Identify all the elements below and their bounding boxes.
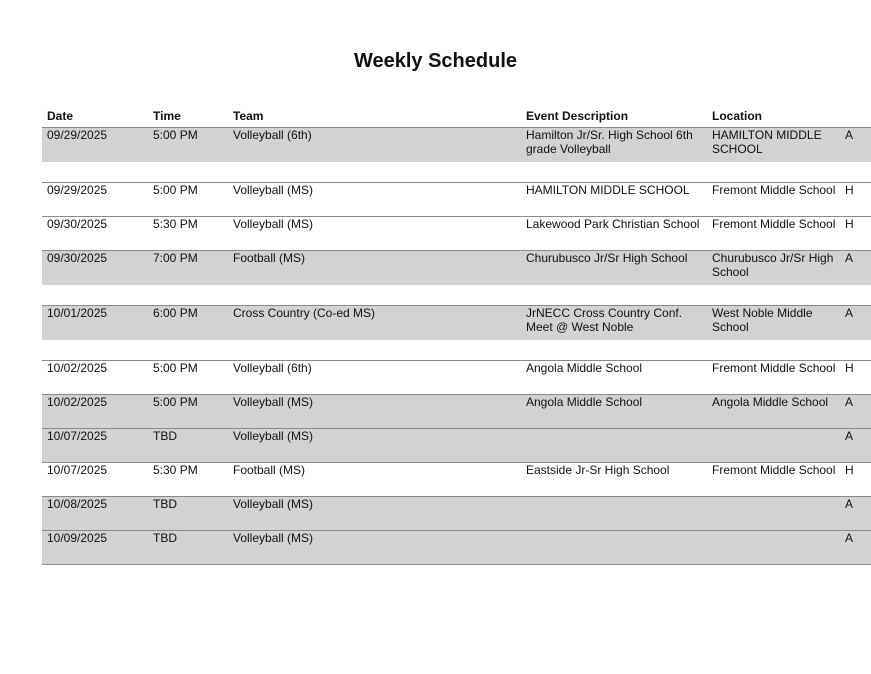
event-description-cell: JrNECC Cross Country Conf. Meet @ West Noble — [521, 306, 707, 361]
home-away-cell: H — [840, 463, 871, 497]
home-away-cell: H — [840, 183, 871, 217]
home-away-cell: A — [840, 251, 871, 306]
team-cell: Volleyball (MS) — [228, 395, 521, 429]
table-row — [42, 531, 871, 565]
table-row — [42, 217, 871, 251]
location-cell — [707, 497, 840, 531]
team-cell: Volleyball (MS) — [228, 183, 521, 217]
event-description-cell: Eastside Jr-Sr High School — [521, 463, 707, 497]
date-cell: 10/09/2025 — [42, 531, 148, 565]
location-cell: West Noble Middle School — [707, 306, 840, 361]
team-cell: Volleyball (MS) — [228, 429, 521, 463]
time-cell: 7:00 PM — [148, 251, 228, 306]
team-cell: Volleyball (MS) — [228, 217, 521, 251]
location-cell: Fremont Middle School — [707, 463, 840, 497]
event-description-cell: Angola Middle School — [521, 361, 707, 395]
event-description-cell — [521, 531, 707, 565]
table-row — [42, 497, 871, 531]
home-away-cell: A — [840, 128, 871, 183]
team-cell: Volleyball (6th) — [228, 128, 521, 183]
time-cell: TBD — [148, 429, 228, 463]
team-cell: Volleyball (MS) — [228, 497, 521, 531]
column-header-time: Time — [148, 107, 228, 128]
date-cell: 10/01/2025 — [42, 306, 148, 361]
date-cell: 10/08/2025 — [42, 497, 148, 531]
time-cell: 6:00 PM — [148, 306, 228, 361]
time-cell: TBD — [148, 531, 228, 565]
event-description-cell: Angola Middle School — [521, 395, 707, 429]
date-cell: 09/29/2025 — [42, 183, 148, 217]
event-description-cell — [521, 497, 707, 531]
date-cell: 10/02/2025 — [42, 361, 148, 395]
date-cell: 10/07/2025 — [42, 463, 148, 497]
home-away-cell: H — [840, 361, 871, 395]
event-description-cell — [521, 429, 707, 463]
table-row — [42, 429, 871, 463]
event-description-cell: Churubusco Jr/Sr High School — [521, 251, 707, 306]
home-away-cell: H — [840, 217, 871, 251]
home-away-cell: A — [840, 306, 871, 361]
date-cell: 09/30/2025 — [42, 251, 148, 306]
table-row — [42, 306, 871, 361]
header-row — [42, 107, 871, 128]
time-cell: 5:00 PM — [148, 128, 228, 183]
table-row — [42, 128, 871, 183]
table-row — [42, 251, 871, 306]
column-header-date: Date — [42, 107, 148, 128]
home-away-cell: A — [840, 395, 871, 429]
home-away-cell: A — [840, 429, 871, 463]
location-cell — [707, 429, 840, 463]
location-cell — [707, 531, 840, 565]
team-cell: Football (MS) — [228, 251, 521, 306]
column-header-team: Team — [228, 107, 521, 128]
team-cell: Football (MS) — [228, 463, 521, 497]
event-description-cell: Lakewood Park Christian School — [521, 217, 707, 251]
table-row — [42, 463, 871, 497]
column-header-event: Event Description — [521, 107, 707, 128]
column-header-home-away — [840, 107, 871, 128]
location-cell: HAMILTON MIDDLE SCHOOL — [707, 128, 840, 183]
table-row — [42, 361, 871, 395]
page-title: Weekly Schedule — [353, 50, 518, 72]
location-cell: Fremont Middle School — [707, 217, 840, 251]
time-cell: 5:00 PM — [148, 361, 228, 395]
team-cell: Cross Country (Co-ed MS) — [228, 306, 521, 361]
date-cell: 09/30/2025 — [42, 217, 148, 251]
table-row — [42, 183, 871, 217]
home-away-cell: A — [840, 497, 871, 531]
location-cell: Angola Middle School — [707, 395, 840, 429]
column-header-location: Location — [707, 107, 840, 128]
time-cell: 5:00 PM — [148, 395, 228, 429]
date-cell: 10/02/2025 — [42, 395, 148, 429]
time-cell: 5:30 PM — [148, 463, 228, 497]
date-cell: 09/29/2025 — [42, 128, 148, 183]
time-cell: TBD — [148, 497, 228, 531]
table-row — [42, 395, 871, 429]
date-cell: 10/07/2025 — [42, 429, 148, 463]
team-cell: Volleyball (MS) — [228, 531, 521, 565]
schedule-table — [42, 107, 871, 565]
event-description-cell: Hamilton Jr/Sr. High School 6th grade Volleyball — [521, 128, 707, 183]
event-description-cell: HAMILTON MIDDLE SCHOOL — [521, 183, 707, 217]
location-cell: Churubusco Jr/Sr High School — [707, 251, 840, 306]
home-away-cell: A — [840, 531, 871, 565]
location-cell: Fremont Middle School — [707, 361, 840, 395]
location-cell: Fremont Middle School — [707, 183, 840, 217]
time-cell: 5:00 PM — [148, 183, 228, 217]
team-cell: Volleyball (6th) — [228, 361, 521, 395]
time-cell: 5:30 PM — [148, 217, 228, 251]
